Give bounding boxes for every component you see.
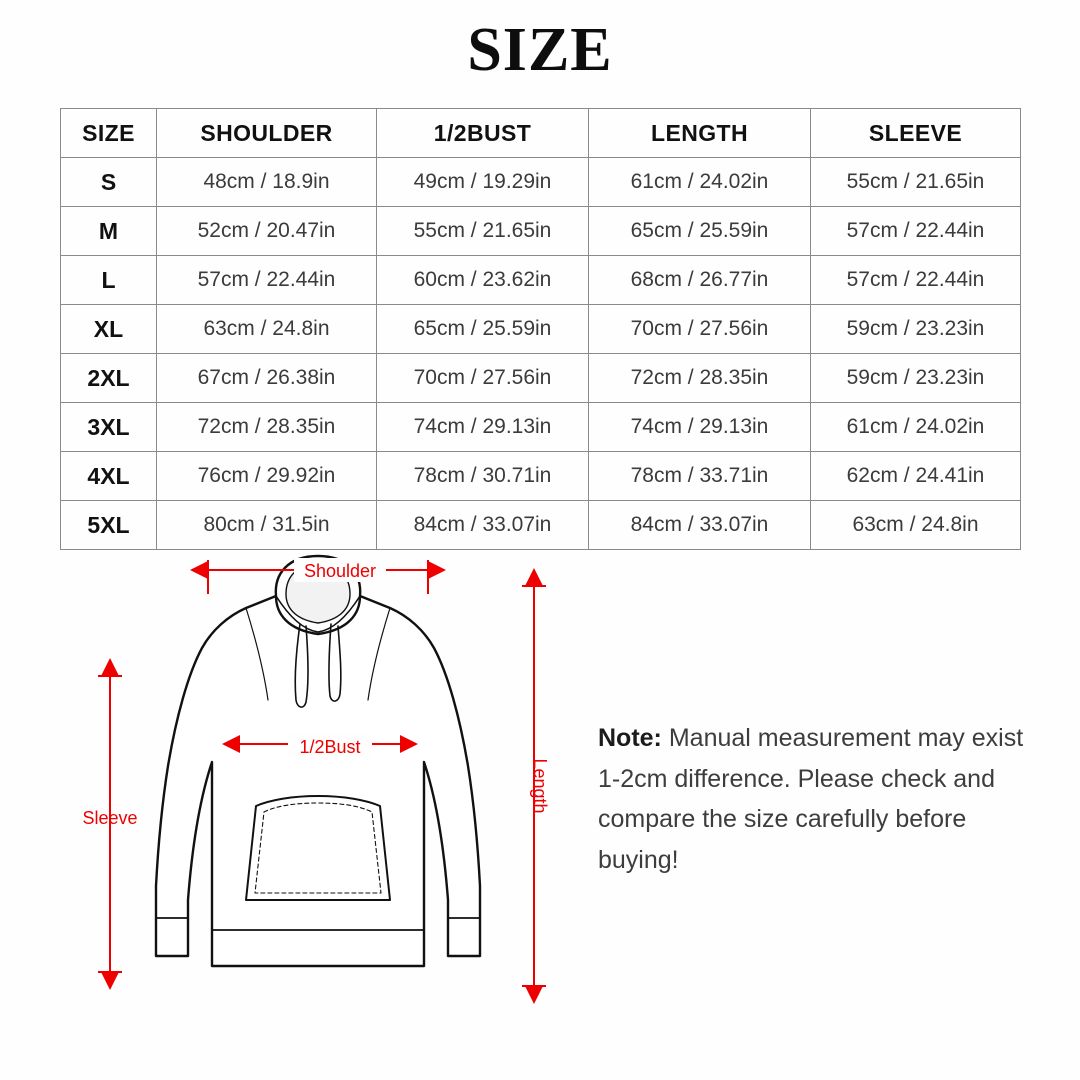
cell-length: 74cm / 29.13in — [589, 403, 811, 452]
table-row — [61, 354, 1021, 403]
table-header — [61, 109, 1021, 158]
cell-sleeve: 62cm / 24.41in — [811, 452, 1021, 501]
cell-shoulder: 72cm / 28.35in — [157, 403, 377, 452]
cell-length: 84cm / 33.07in — [589, 501, 811, 550]
cell-bust: 78cm / 30.71in — [377, 452, 589, 501]
cell-sleeve: 57cm / 22.44in — [811, 207, 1021, 256]
table-row — [61, 403, 1021, 452]
cell-length: 68cm / 26.77in — [589, 256, 811, 305]
note-block — [598, 718, 1028, 880]
cell-length: 61cm / 24.02in — [589, 158, 811, 207]
sleeve-label: Sleeve — [82, 808, 138, 828]
length-label: Length — [530, 758, 550, 814]
column-header-sleeve: SLEEVE — [811, 109, 1021, 158]
cell-shoulder: 57cm / 22.44in — [157, 256, 377, 305]
shoulder-label: Shoulder — [303, 561, 377, 581]
cell-sleeve: 55cm / 21.65in — [811, 158, 1021, 207]
cell-size: M — [61, 207, 157, 256]
table-body — [61, 158, 1021, 550]
cell-size: 4XL — [61, 452, 157, 501]
cell-sleeve: 59cm / 23.23in — [811, 354, 1021, 403]
note-label: Note: — [598, 724, 662, 752]
table-row — [61, 158, 1021, 207]
hoodie-measurement-diagram — [60, 548, 600, 1018]
table-row — [61, 501, 1021, 550]
column-header-size: SIZE — [61, 109, 157, 158]
cell-length: 72cm / 28.35in — [589, 354, 811, 403]
table-row — [61, 452, 1021, 501]
table-header-row — [61, 109, 1021, 158]
size-table — [60, 108, 1021, 550]
hoodie-outline-illustration — [156, 556, 480, 966]
column-header-shoulder: SHOULDER — [157, 109, 377, 158]
cell-sleeve: 59cm / 23.23in — [811, 305, 1021, 354]
cell-length: 70cm / 27.56in — [589, 305, 811, 354]
cell-sleeve: 61cm / 24.02in — [811, 403, 1021, 452]
size-table-container — [60, 108, 1020, 550]
cell-bust: 65cm / 25.59in — [377, 305, 589, 354]
cell-sleeve: 57cm / 22.44in — [811, 256, 1021, 305]
cell-bust: 84cm / 33.07in — [377, 501, 589, 550]
note-text: Manual measurement may exist 1-2cm difference. Please check and compare the size carefully before buying! — [598, 724, 1024, 874]
table-row — [61, 207, 1021, 256]
cell-bust: 55cm / 21.65in — [377, 207, 589, 256]
cell-size: S — [61, 158, 157, 207]
cell-size: 3XL — [61, 403, 157, 452]
cell-length: 78cm / 33.71in — [589, 452, 811, 501]
page-title: SIZE — [467, 16, 613, 84]
cell-shoulder: 63cm / 24.8in — [157, 305, 377, 354]
column-header-length: LENGTH — [589, 109, 811, 158]
cell-size: 5XL — [61, 501, 157, 550]
cell-bust: 49cm / 19.29in — [377, 158, 589, 207]
cell-shoulder: 67cm / 26.38in — [157, 354, 377, 403]
cell-bust: 60cm / 23.62in — [377, 256, 589, 305]
cell-shoulder: 76cm / 29.92in — [157, 452, 377, 501]
cell-bust: 70cm / 27.56in — [377, 354, 589, 403]
bust-label: 1/2Bust — [299, 737, 361, 757]
cell-length: 65cm / 25.59in — [589, 207, 811, 256]
cell-shoulder: 80cm / 31.5in — [157, 501, 377, 550]
cell-shoulder: 52cm / 20.47in — [157, 207, 377, 256]
column-header-bust: 1/2BUST — [377, 109, 589, 158]
cell-size: 2XL — [61, 354, 157, 403]
cell-size: L — [61, 256, 157, 305]
cell-bust: 74cm / 29.13in — [377, 403, 589, 452]
table-row — [61, 256, 1021, 305]
cell-shoulder: 48cm / 18.9in — [157, 158, 377, 207]
table-row — [61, 305, 1021, 354]
cell-sleeve: 63cm / 24.8in — [811, 501, 1021, 550]
cell-size: XL — [61, 305, 157, 354]
